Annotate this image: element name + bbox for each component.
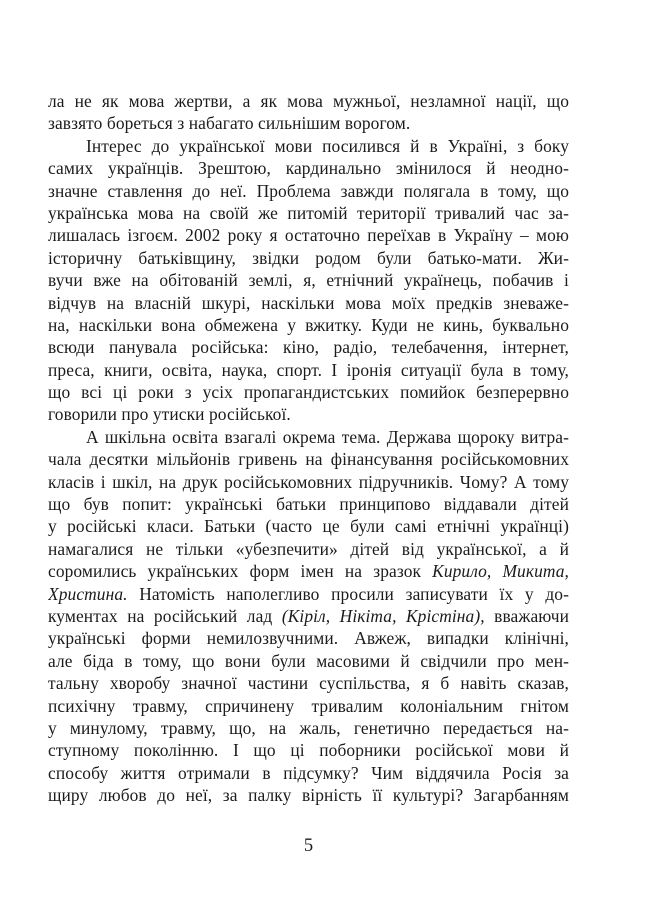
page-number: 5 bbox=[303, 836, 314, 856]
text-segment: значне ставлення до неї. Проблема завжди полягала в тому, що bbox=[48, 180, 569, 201]
text-line bbox=[48, 627, 569, 649]
text-segment: чала десятки мільйонів гривень на фінансування російськомовних bbox=[48, 449, 569, 470]
text-line bbox=[48, 605, 569, 627]
text-line bbox=[48, 180, 569, 202]
text-segment: самих українців. Зрештою, кардинально змінилося й неодно- bbox=[48, 158, 569, 179]
text-segment: але біда в тому, що вони були масовими й свідчили про мен- bbox=[48, 650, 569, 671]
text-line bbox=[48, 515, 569, 537]
text-line bbox=[48, 560, 569, 582]
body-text bbox=[48, 90, 569, 807]
text-line bbox=[48, 359, 569, 381]
italic-text-segment: Кирило, Микита, bbox=[432, 561, 569, 582]
text-segment: на, наскільки вона обмежена у вжитку. Куди не кинь, буквально bbox=[48, 314, 569, 335]
text-segment: лишалась ізгоєм. 2002 року я остаточно переїхав в Україну – мою bbox=[48, 225, 569, 246]
text-segment: історичну батьківщину, звідки родом були батько-мати. Жи- bbox=[48, 247, 569, 268]
text-line bbox=[48, 717, 569, 739]
text-segment: завзято бореться з набагато сильнішим ворогом. bbox=[48, 113, 411, 134]
text-segment: що всі ці роки з усіх пропагандистських помийок безперервно bbox=[48, 382, 569, 403]
text-line bbox=[48, 157, 569, 179]
text-segment: щиру любов до неї, за палку вірність її культурі? Загарбанням bbox=[48, 785, 569, 806]
text-segment: що був попит: українські батьки принципово віддавали дітей bbox=[48, 494, 569, 515]
text-line bbox=[48, 695, 569, 717]
text-segment: всюди панувала російська: кіно, радіо, телебачення, інтернет, bbox=[48, 337, 569, 358]
text-line bbox=[48, 672, 569, 694]
text-segment: ла не як мова жертви, а як мова мужньої, незламної нації, що bbox=[48, 91, 569, 111]
text-line bbox=[48, 538, 569, 560]
text-line bbox=[48, 493, 569, 515]
text-line bbox=[48, 336, 569, 358]
text-segment: відчув на власній шкурі, наскільки мова моїх предків зневаже- bbox=[48, 292, 569, 313]
text-segment: говорили про утиски російської. bbox=[48, 404, 291, 425]
text-segment: А шкільна освіта взагалі окрема тема. Держава щороку витра- bbox=[86, 426, 569, 447]
text-line bbox=[48, 448, 569, 470]
text-line bbox=[48, 135, 569, 157]
text-line bbox=[48, 292, 569, 314]
text-segment: у минулому, травму, що, на жаль, генетично передається на- bbox=[48, 717, 569, 738]
text-segment: класів і шкіл, на друк російськомовних підручників. Чому? А тому bbox=[48, 471, 569, 492]
text-line bbox=[48, 247, 569, 269]
text-segment: ступному поколінню. І що ці поборники російської мови й bbox=[48, 740, 569, 761]
text-segment: способу життя отримали в підсумку? Чим віддячила Росія за bbox=[48, 762, 569, 783]
text-segment: Натомість наполегливо просили записувати їх у до- bbox=[127, 583, 569, 604]
text-segment: психічну травму, спричинену тривалим колоніальним гнітом bbox=[48, 695, 569, 716]
text-line bbox=[48, 381, 569, 403]
text-line bbox=[48, 650, 569, 672]
text-line bbox=[48, 739, 569, 761]
text-line bbox=[48, 112, 569, 134]
text-segment: українська мова на своїй же питомій території тривалий час за- bbox=[48, 202, 569, 223]
text-segment: вучи вже на обітованій землі, я, етнічний українець, побачив і bbox=[48, 270, 569, 291]
text-segment: соромились українських форм імен на зразок bbox=[48, 561, 433, 582]
text-line bbox=[48, 202, 569, 224]
text-line bbox=[48, 784, 569, 806]
text-segment: вважаючи bbox=[484, 605, 569, 626]
text-segment: у російські класи. Батьки (часто це були самі етнічні українці) bbox=[48, 516, 569, 537]
text-line bbox=[48, 90, 569, 112]
text-line bbox=[48, 583, 569, 605]
text-line bbox=[48, 762, 569, 784]
text-line bbox=[48, 269, 569, 291]
text-line bbox=[48, 426, 569, 448]
text-segment: українські форми немилозвучними. Авжеж, випадки клінічні, bbox=[48, 628, 569, 649]
text-line bbox=[48, 403, 569, 425]
text-segment: кументах на російський лад bbox=[48, 605, 282, 626]
text-segment: Інтерес до української мови посилився й в Україні, з боку bbox=[86, 135, 569, 156]
italic-text-segment: Христина. bbox=[48, 583, 128, 604]
text-segment: тальну хворобу значної частини суспільства, я б навіть сказав, bbox=[48, 673, 569, 694]
italic-text-segment: (Кіріл, Нікіта, Крістіна), bbox=[281, 605, 485, 626]
text-segment: намагалися не тільки «убезпечити» дітей від української, а й bbox=[48, 538, 569, 559]
text-segment: преса, книги, освіта, наука, спорт. І іронія ситуації була в тому, bbox=[48, 359, 569, 380]
text-line bbox=[48, 224, 569, 246]
text-line bbox=[48, 471, 569, 493]
text-line bbox=[48, 314, 569, 336]
